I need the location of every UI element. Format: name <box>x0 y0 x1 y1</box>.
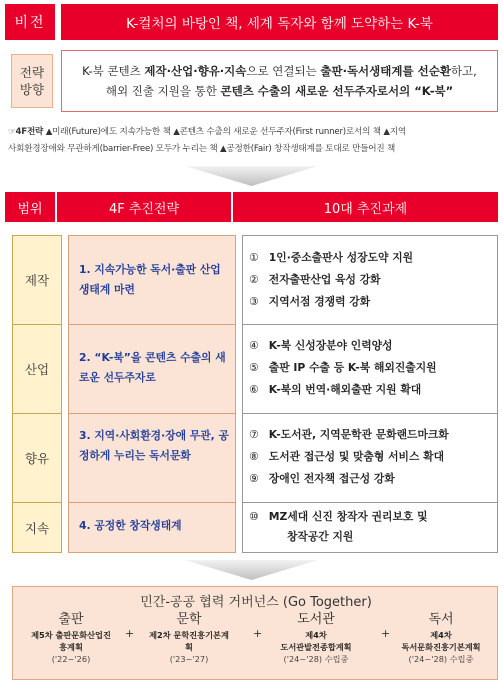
governance-item-plan: 독서문화진흥기본계획 <box>401 642 481 652</box>
strategy-3: 3. 지역·사회환경·장애 무관, 공정하게 누리는 독서문화 <box>79 429 229 462</box>
strategy-direction-label-line2: 방향 <box>19 82 45 97</box>
task-group-production <box>249 247 495 313</box>
row-divider <box>69 324 235 325</box>
strategy-direction-label <box>11 54 53 108</box>
task-text: MZ세대 신진 창작자 권리보호 및 <box>268 510 428 523</box>
category-sustainability: 지속 <box>24 521 50 536</box>
governance-item-plan: 획 <box>185 642 193 652</box>
header-scope: 범위 <box>17 201 43 217</box>
task-group-enjoyment <box>249 424 495 490</box>
table-header <box>5 192 498 222</box>
task-item <box>249 379 495 401</box>
task-item <box>249 335 495 357</box>
governance-box <box>12 586 498 680</box>
header-tasks: 10대 추진과제 <box>323 201 408 217</box>
task-item <box>249 247 495 269</box>
governance-item-plan: 제4차 <box>430 630 452 640</box>
strategy-direction-label-line1: 전략 <box>19 65 45 80</box>
task-group-sustainability <box>249 507 495 547</box>
direction-text: 으로 연결되는 <box>246 64 321 78</box>
task-number: ① <box>249 251 259 264</box>
governance-item-publishing <box>17 611 125 665</box>
task-number: ⑩ <box>249 510 259 523</box>
governance-item-reading <box>385 611 497 665</box>
four-f-note-line2: 사회환경장애와 무관하게(barrier-Free) 모두가 누리는 책 ▲공정한(Fair) 창작생태계를 토대로 만들어진 책 <box>8 144 396 154</box>
task-item <box>249 446 495 468</box>
strategy-direction-line2 <box>106 81 453 101</box>
task-text: K-도서관, 지역문학관 문화랜드마크화 <box>268 428 449 441</box>
direction-emphasis: 제작·산업·향유·지속 <box>144 64 247 78</box>
strategy-4: 4. 공정한 창작생태계 <box>79 519 182 532</box>
down-arrow-icon <box>185 560 318 580</box>
task-text: 지역서점 경쟁력 강화 <box>268 295 371 308</box>
vision-text: K-컬처의 바탕인 책, 세계 독자와 함께 도약하는 K-북 <box>61 4 498 40</box>
category-enjoyment: 향유 <box>24 451 50 466</box>
task-text: 도서관 접근성 및 맞춤형 서비스 확대 <box>268 450 445 463</box>
governance-item-period: ('24~'28) 수립중 <box>408 654 474 664</box>
task-group-industry <box>249 335 495 401</box>
task-item <box>249 507 495 527</box>
task-item <box>249 468 495 490</box>
header-strategy: 4F 추진전략 <box>108 201 180 217</box>
governance-item-library <box>259 611 373 665</box>
governance-item-period: ('23~'27) <box>169 654 209 664</box>
plus-sign: + <box>125 627 135 640</box>
task-text: 전자출판산업 육성 강화 <box>268 273 381 286</box>
task-item <box>249 357 495 379</box>
task-text: 1인·중소출판사 성장도약 지원 <box>268 251 414 264</box>
governance-item-period: ('22~'26) <box>51 654 91 664</box>
governance-item-plan: 제4차 <box>305 630 327 640</box>
task-number: ⑥ <box>249 383 259 396</box>
strategy-direction-row <box>5 50 498 112</box>
governance-item-name: 출판 <box>58 612 84 627</box>
task-number: ⑦ <box>249 428 259 441</box>
task-item <box>249 424 495 446</box>
governance-item-plan: 흥계획 <box>59 642 83 652</box>
strategy-2: 2. “K-북”을 콘텐츠 수출의 새로운 선두주자로 <box>79 351 226 384</box>
plus-sign: + <box>381 627 391 640</box>
governance-title: 민간-공공 협력 거버넌스 (Go Together) <box>140 595 372 610</box>
strategy-column <box>68 235 236 553</box>
governance-item-name: 문학 <box>176 612 202 627</box>
governance-item-plan: 제5차 출판문화산업진 <box>31 630 111 640</box>
task-text: 출판 IP 수출 등 K-북 해외진출지원 <box>268 361 437 374</box>
row-divider <box>243 324 497 325</box>
task-continuation: 창작공간 지원 <box>287 530 354 543</box>
category-production: 제작 <box>24 273 50 288</box>
vision-row <box>5 4 498 40</box>
governance-item-literature <box>137 611 241 665</box>
direction-emphasis: 출판·독서생태계를 선순환 <box>320 64 451 78</box>
row-divider <box>243 413 497 414</box>
task-text: 장애인 전자책 접근성 강화 <box>268 472 395 485</box>
row-divider <box>243 502 497 503</box>
governance-item-name: 독서 <box>428 612 454 627</box>
governance-item-name: 도서관 <box>297 612 335 627</box>
direction-text: 하고, <box>450 64 477 78</box>
task-item <box>249 269 495 291</box>
task-number: ⑤ <box>249 361 259 374</box>
task-text: K-북의 번역·해외출판 지원 확대 <box>268 383 422 396</box>
category-industry: 산업 <box>24 362 50 377</box>
governance-item-plan: 도서관발전종합계획 <box>280 642 352 652</box>
strategy-direction-line1 <box>82 61 477 81</box>
strategy-direction-box <box>61 50 498 112</box>
row-divider <box>69 413 235 414</box>
task-number: ③ <box>249 295 259 308</box>
task-number: ④ <box>249 339 259 352</box>
task-number: ⑨ <box>249 472 259 485</box>
four-f-strategy-note <box>8 124 496 158</box>
direction-emphasis: 콘텐츠 수출의 새로운 선두주자로서의 “K-북” <box>220 84 454 98</box>
strategy-1: 1. 지속가능한 독서·출판 산업 생태계 마련 <box>79 263 221 296</box>
tasks-column <box>242 235 498 553</box>
task-text: K-북 신성장분야 인력양성 <box>268 339 393 352</box>
row-divider <box>69 502 235 503</box>
plus-sign: + <box>253 627 263 640</box>
governance-item-plan: 제2차 문학진흥기본계 <box>149 630 229 640</box>
category-column <box>12 235 62 553</box>
four-f-note-line1: ▲미래(Future)에도 지속가능한 책 ▲콘텐츠 수출의 새로운 선두주자(First runner)로서의 책 ▲지역 <box>43 127 407 137</box>
task-number: ② <box>249 273 259 286</box>
four-f-note-label: ☞4F전략 <box>8 127 44 137</box>
governance-item-period: ('24~'28) 수립중 <box>283 654 349 664</box>
direction-text: K-북 콘텐츠 <box>82 64 145 78</box>
task-number: ⑧ <box>249 450 259 463</box>
task-item <box>249 291 495 313</box>
down-arrow-icon <box>185 166 318 186</box>
direction-text: 해외 진출 지원을 통한 <box>105 84 221 98</box>
vision-label: 비전 <box>5 4 55 40</box>
strategy-table <box>12 235 498 553</box>
